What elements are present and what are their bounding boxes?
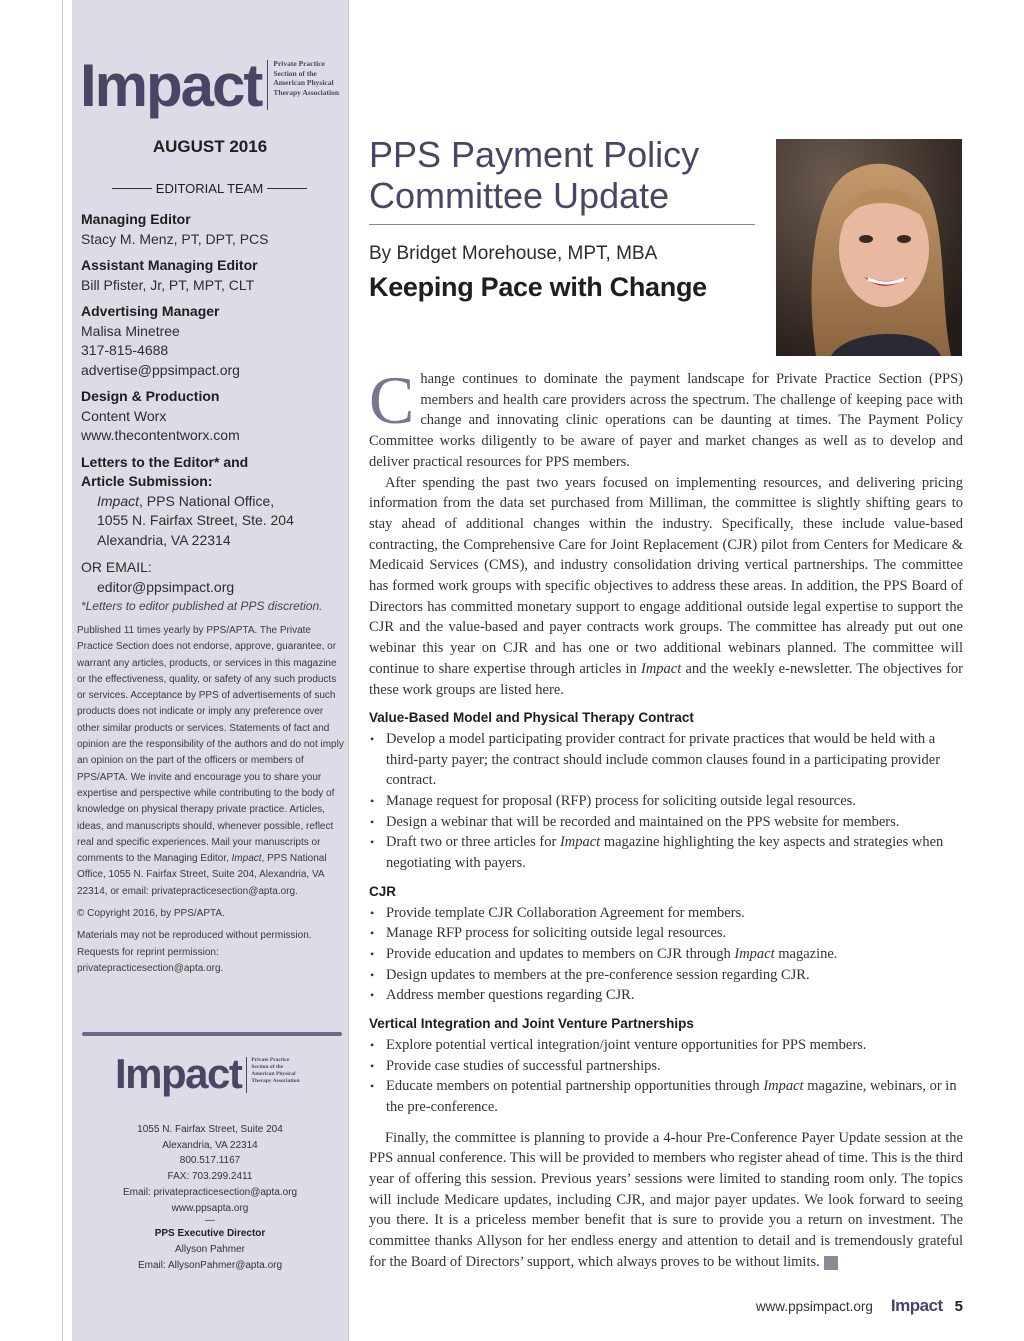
logo-divider: [267, 60, 268, 110]
heading-rule-left: [112, 188, 152, 189]
list-item: • Provide education and updates to members on CJR through Impact magazine.: [369, 944, 963, 965]
reprint-notice: Materials may not be reproduced without permission. Requests for reprint permission: privatepracticesection@apta.org.: [77, 930, 312, 974]
list-item: • Design a webinar that will be recorded and maintained on the PPS website for members.: [369, 812, 963, 833]
article-subhead: Keeping Pace with Change: [369, 272, 707, 302]
list-item: • Manage RFP process for soliciting outside legal resources.: [369, 923, 963, 944]
list-item: • Provide case studies of successful partnerships.: [369, 1056, 963, 1077]
logo-tagline: Private Practice Section of the American Physical Therapy Association: [273, 59, 340, 97]
list-item: • Draft two or three articles for Impact magazine highlighting the key aspects and strategies when negotiating with payers.: [369, 832, 963, 873]
heading-rule-right: [267, 188, 307, 189]
issue-date: AUGUST 2016: [152, 137, 268, 156]
section-heading-vertical-integration: Vertical Integration and Joint Venture Partnerships: [369, 1016, 694, 1032]
cjr-list: [369, 903, 963, 1007]
article-body: [369, 362, 964, 1273]
author-portrait-image: [776, 139, 962, 356]
section-heading-cjr: CJR: [369, 883, 397, 899]
staff-design: Design & Production Content Worx www.thecontentworx.com: [81, 387, 341, 446]
list-item: • Develop a model participating provider contract for private practices that would be held with a third-party payer; the contract should include common clauses found in a participating provider contract.: [369, 729, 963, 791]
contact-email-link[interactable]: Email: privatepracticesection@apta.org: [122, 1186, 298, 1198]
impact-logo-small: Impact Private Practice Section of the American Physical Therapy Association: [115, 1050, 300, 1097]
footer-url-link[interactable]: www.ppsimpact.org: [755, 1299, 873, 1314]
copyright: © Copyright 2016, by PPS/APTA.: [77, 908, 225, 920]
value-based-list: [369, 729, 963, 874]
staff-assistant-editor: Assistant Managing Editor Bill Pfister, Jr, PT, MPT, CLT: [81, 257, 258, 293]
page-number: 5: [954, 1298, 963, 1315]
drop-cap: C: [369, 362, 415, 438]
logo-wordmark: Impact: [80, 52, 262, 119]
staff-advertising: Advertising Manager Malisa Minetree 317-815-4688 advertise@ppsimpact.org: [81, 302, 341, 380]
sidebar-gutter: [348, 0, 360, 1341]
article-byline: By Bridget Morehouse, MPT, MBA: [369, 243, 658, 264]
article-title: PPS Payment Policy Committee Update: [369, 134, 700, 216]
page-footer: [756, 1296, 963, 1316]
advertising-email-link[interactable]: advertise@ppsimpact.org: [81, 361, 240, 378]
section-heading-value-based: Value-Based Model and Physical Therapy Contract: [369, 710, 694, 726]
staff-managing-editor: Managing Editor Stacy M. Menz, PT, DPT, PCS: [81, 211, 269, 247]
letters-note: *Letters to editor published at PPS discretion.: [81, 599, 323, 613]
list-item: • Design updates to members at the pre-conference session regarding CJR.: [369, 965, 963, 986]
list-item: • Explore potential vertical integration/joint venture opportunities for PPS members.: [369, 1035, 963, 1056]
footer-brand: Impact: [890, 1296, 943, 1315]
impact-logo: [80, 52, 343, 119]
author-photo: [776, 139, 962, 356]
page-edge-rule: [62, 0, 63, 1341]
publication-disclaimer: Published 11 times yearly by PPS/APTA. The Private Practice Section does not endorse, approve, guarantee, or warrant any articles, products, or services in this magazine or the effectiveness, quality, or safety of any such products or services. Acceptance by PPS of advertisements of such products does not indicate or imply any preference over other similar products or services. Statements of fact and opinion are the responsibility of the authors and do not imply an opinion on the part of the officers or members of PPS/APTA. We invite and encourage you to share your expertise and perspective while contributing to the body of knowledge on physical therapy private practice. Articles, ideas, and manuscripts should, whenever possible, reflect real and specific experiences. Mail your manuscripts or comments to the Managing Editor, Impact, PPS National Office, 1055 N. Fairfax Street, Suite 204, Alexandria, VA 22314, or email: privatepracticesection@apta.org. © Copyright 2016, by PPS/APTA. Materials may not be reproduced without permission. Requests for reprint permission: privatepracticesection@apta.org.: [77, 623, 345, 983]
paragraph-2: After spending the past two years focused on implementing resources, and delivering pricing information from the data set purchased from Milliman, the committee is slightly shifting gears to stay ahead of additional changes within the industry. Specifically, these include value-based contracting, the Comprehensive Care for Joint Replacement (CJR) pilot from Centers for Medicare & Medicaid Services (CMS), and industry consolidation driving vertical partnerships. The committee has formed work groups with specific objectives to address these areas. In addition, the PPS Board of Directors has committed monetary support to engage additional outside legal expertise to support the CJR and the value-based and payer contracts work groups. The committee has already put out one webinar this year on CJR and has one or two additional webinars planned. The committee will continue to share expertise through articles in Impact and the weekly e-newsletter. The objectives for these work groups are listed here.: [369, 474, 964, 698]
staff-letters: Letters to the Editor* and Article Submission: Impact, PPS National Office, 1055 N. Fairfax Street, Ste. 204 Alexandria, VA 22314 OR EMAIL: editor@ppsimpact.org *Letters to editor published at PPS discretion.: [81, 453, 341, 617]
editorial-team-heading: EDITORIAL TEAM: [112, 181, 307, 196]
closing-paragraph: Finally, the committee is planning to provide a 4-hour Pre-Conference Payer Update session at the PPS annual conference. This will be provided to members who register ahead of time. This is the third year of offering this session. Previous years’ sessions were limited to standing room only. The topics will include Medicare updates, including CJR, and major payer updates. We look forward to seeing you there. It is a priceless member benefit that is sure to provide you a return on investment. The committee thanks Allyson for her endless energy and attention to detail and is tremendously grateful for the Board of Directors’ support, which always proves to be without limits. I: [369, 1129, 963, 1270]
vertical-integration-list: [369, 1035, 963, 1118]
list-item: • Address member questions regarding CJR.: [369, 985, 963, 1006]
lead-paragraph: Change continues to dominate the payment landscape for Private Practice Section (PPS) members and health care providers across the spectrum. The challenge of keeping pace with change and innovating clinic operations can be daunting at times. The Payment Policy Committee works diligently to be aware of payer and market changes as well as to develop and deliver practical resources for PPS members.: [369, 362, 963, 470]
list-item: • Manage request for proposal (RFP) process for soliciting outside legal resources.: [369, 791, 963, 812]
list-item: • Provide template CJR Collaboration Agreement for members.: [369, 903, 963, 924]
staff-list: [81, 210, 341, 624]
list-item: • Educate members on potential partnership opportunities through Impact magazine, webinars, or in the pre-conference.: [369, 1076, 963, 1117]
sidebar-divider: [82, 1032, 342, 1036]
end-mark-icon: I: [824, 1256, 838, 1270]
contact-web-link[interactable]: www.ppsapta.org: [171, 1202, 249, 1214]
editor-email-link[interactable]: editor@ppsimpact.org: [97, 578, 235, 595]
design-url-link[interactable]: www.thecontentworx.com: [81, 427, 240, 443]
pps-contact-info: 1055 N. Fairfax Street, Suite 204 Alexandria, VA 22314 800.517.1167 FAX: 703.299.2411 Email: privatepracticesection@apta.org www.ppsapta.org — PPS Executive Director Allyson Pahmer Email: AllysonPahmer@apta.org: [72, 1122, 348, 1273]
title-rule: [369, 224, 755, 225]
director-email-link[interactable]: Email: AllysonPahmer@apta.org: [137, 1259, 283, 1271]
